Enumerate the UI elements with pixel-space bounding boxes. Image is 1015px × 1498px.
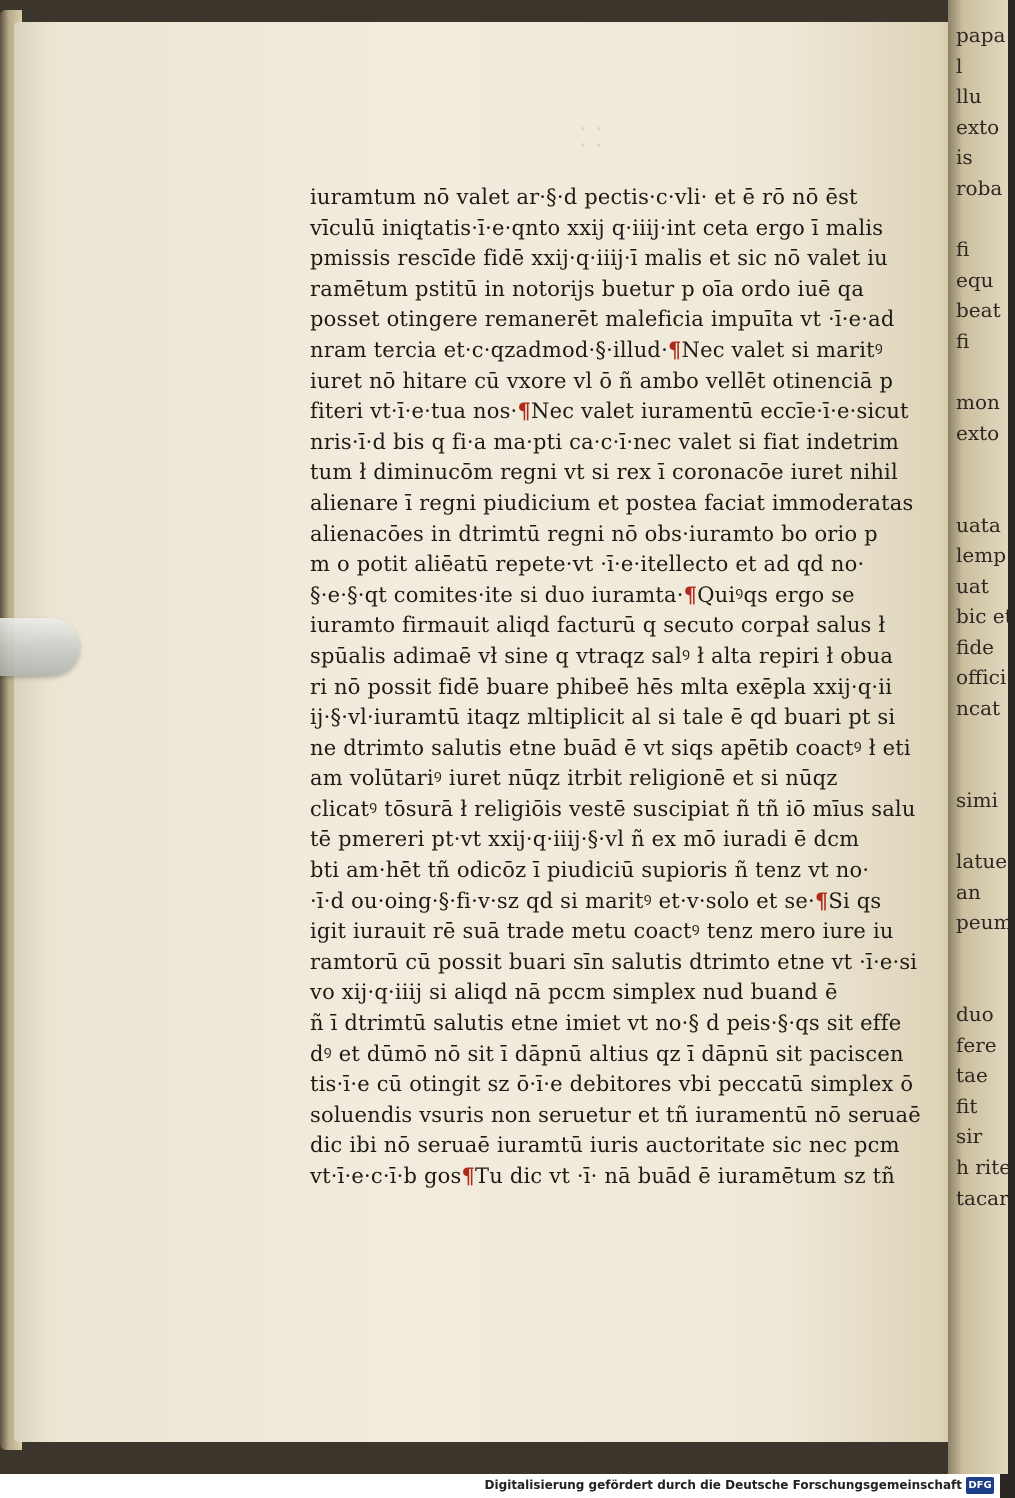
line-text: vo xij·q·iiij si aliqd nā pccm simplex nud buand ē bbox=[310, 980, 838, 1005]
line-text: iuramto firmauit aliqd facturū q secuto corpał salus ł bbox=[310, 613, 886, 638]
text-line bbox=[310, 824, 910, 855]
gothic-text-block bbox=[310, 182, 921, 1192]
line-text: iuramtum nō valet ar·§·d pectis·c·vli· et ē rō nō ēst bbox=[310, 185, 858, 209]
rubric-paragraph-mark: ¶ bbox=[517, 398, 532, 424]
text-line bbox=[310, 304, 910, 335]
text-line bbox=[310, 886, 910, 917]
line-text: ne dtrimto salutis etne buād ē vt siqs apētib coactꝰ ł eti bbox=[310, 735, 911, 760]
line-text: §·e·§·qt comites·ite si duo iuramta· bbox=[310, 582, 684, 607]
text-line bbox=[310, 1130, 910, 1161]
attribution-footer bbox=[0, 1474, 1000, 1498]
text-line bbox=[310, 641, 910, 672]
page-holder-clip bbox=[0, 618, 80, 676]
text-line bbox=[310, 549, 910, 580]
text-line bbox=[310, 916, 910, 947]
rubric-paragraph-mark: ¶ bbox=[461, 1163, 476, 1188]
line-text: ·ī·d ou·oing·§·fi·v·sz qd si maritꝰ et·v·solo et se· bbox=[310, 888, 815, 913]
line-text: Nec valet si maritꝰ bbox=[681, 337, 884, 362]
line-text: dic ibi nō seruaē iuramtū iuris auctoritate sic nec pcm bbox=[310, 1133, 900, 1158]
line-text: fiteri vt·ī·e·tua nos· bbox=[310, 399, 518, 424]
funding-notice: Digitalisierung gefördert durch die Deutsche Forschungsgemeinschaft bbox=[484, 1478, 962, 1492]
dfg-logo: DFG bbox=[966, 1477, 994, 1494]
text-line bbox=[310, 335, 910, 366]
line-text: ri nō possit fidē buare phibeē hēs mlta exēpla xxij·q·ii bbox=[310, 674, 893, 699]
line-text: pmissis rescīde fidē xxij·q·iiij·ī malis et sic nō valet iu bbox=[310, 246, 888, 271]
line-text: alienacōes in dtrimtū regni nō obs·iuramto bo orio p bbox=[310, 521, 878, 546]
text-line bbox=[310, 1069, 914, 1100]
text-line bbox=[310, 947, 918, 978]
text-line bbox=[310, 213, 910, 244]
line-text: am volūtariꝰ iuret nūqz itrbit religionē et si nūqz bbox=[310, 766, 838, 791]
text-line bbox=[310, 243, 910, 274]
ink-show-through: ⸬ bbox=[580, 123, 602, 153]
line-text: nram tercia et·c·qzadmod·§·illud· bbox=[310, 337, 668, 362]
line-text: ñ ī dtrimtū salutis etne imiet vt no·§ d peis·§·qs sit effe bbox=[310, 1011, 902, 1036]
line-text: ramtorū cū possit buari sīn salutis dtrimto etne vt ·ī·e·si bbox=[310, 949, 918, 974]
line-text: nris·ī·d bis q fi·a ma·pti ca·c·ī·nec valet si fiat indetrim bbox=[310, 429, 900, 454]
text-line bbox=[310, 733, 910, 764]
rubric-paragraph-mark: ¶ bbox=[667, 336, 682, 362]
line-text: spūalis adimaē vł sine q vtraqz salꝰ ł alta repiri ł obua bbox=[310, 643, 894, 668]
text-line bbox=[310, 1039, 910, 1070]
line-text: dꝰ et dūmō nō sit ī dāpnū altius qz ī dāpnū sit paciscen bbox=[310, 1041, 904, 1066]
line-text: posset otingere remanerēt maleficia impuīta vt ·ī·e·ad bbox=[310, 307, 895, 332]
line-text: m o potit aliēatū repete·vt ·ī·e·itellecto et ad qd no· bbox=[310, 552, 865, 577]
rubric-paragraph-mark: ¶ bbox=[814, 887, 829, 913]
text-line bbox=[310, 1008, 910, 1039]
line-text: Nec valet iuramentū eccīe·ī·e·sicut bbox=[531, 399, 909, 424]
facing-page-text-fragments: papa l llu exto is roba fi equ beat fi mon exto uata lemp uat bic fide offici ncat simi latue an peum duo fere tae fit sir h rite tacari bbox=[956, 23, 1015, 1210]
text-line bbox=[310, 702, 910, 733]
text-line bbox=[310, 182, 910, 213]
line-text: tum ł diminucōm regni vt si rex ī coronacōe iuret nihil bbox=[310, 460, 898, 485]
text-line bbox=[310, 274, 910, 305]
text-line bbox=[310, 610, 910, 641]
text-line bbox=[310, 396, 910, 427]
line-text: tis·ī·e cū otingit sz ō·ī·e debitores vbi peccatū simplex ō bbox=[310, 1072, 914, 1097]
text-line bbox=[310, 366, 910, 397]
line-text: ij·§·vl·iuramtū itaqz mltiplicit al si tale ē qd buari pt si bbox=[310, 705, 896, 730]
line-text: bti am·hēt tñ odicōz ī piudiciū supioris ñ tenz vt no· bbox=[310, 858, 870, 883]
line-text: vt·ī·e·c·ī·b gos bbox=[310, 1164, 462, 1188]
line-text: vīculū iniqtatis·ī·e·qnto xxij q·iiij·int ceta ergo ī malis bbox=[310, 215, 884, 240]
rubric-paragraph-mark: ¶ bbox=[683, 581, 698, 607]
line-text: Tu dic vt ·ī· nā buād ē iuramētum sz tñ bbox=[475, 1164, 895, 1188]
line-text: Quiꝰqs ergo se bbox=[697, 582, 855, 607]
text-line bbox=[310, 672, 910, 703]
line-text: igit iurauit rē suā trade metu coactꝰ tenz mero iure iu bbox=[310, 919, 894, 944]
line-text: ramētum pstitū in notorijs buetur p oīa ordo iuē qa bbox=[310, 276, 865, 301]
text-line bbox=[310, 1161, 910, 1192]
text-line bbox=[310, 763, 910, 794]
line-text: Si qs bbox=[828, 888, 882, 913]
text-line bbox=[310, 488, 914, 519]
text-line bbox=[310, 855, 910, 886]
text-line bbox=[310, 1100, 921, 1131]
text-line bbox=[310, 457, 910, 488]
line-text: tē pmereri pt·vt xxij·q·iiij·§·vl ñ ex mō iuradi ē dcm bbox=[310, 827, 860, 852]
text-line bbox=[310, 794, 916, 825]
line-text: clicatꝰ tōsurā ł religiōis vestē suscipiat ñ tñ iō mīus salu bbox=[310, 796, 916, 821]
text-line bbox=[310, 519, 910, 550]
line-text: iuret nō hitare cū vxore vl ō ñ ambo vellēt otinenciā p bbox=[310, 368, 894, 393]
text-line bbox=[310, 427, 910, 458]
line-text: soluendis vsuris non seruetur et tñ iuramentū nō seruaē bbox=[310, 1102, 921, 1127]
line-text: alienare ī regni piudicium et postea faciat immoderatas bbox=[310, 490, 914, 515]
text-line bbox=[310, 977, 910, 1008]
text-line bbox=[310, 580, 910, 611]
